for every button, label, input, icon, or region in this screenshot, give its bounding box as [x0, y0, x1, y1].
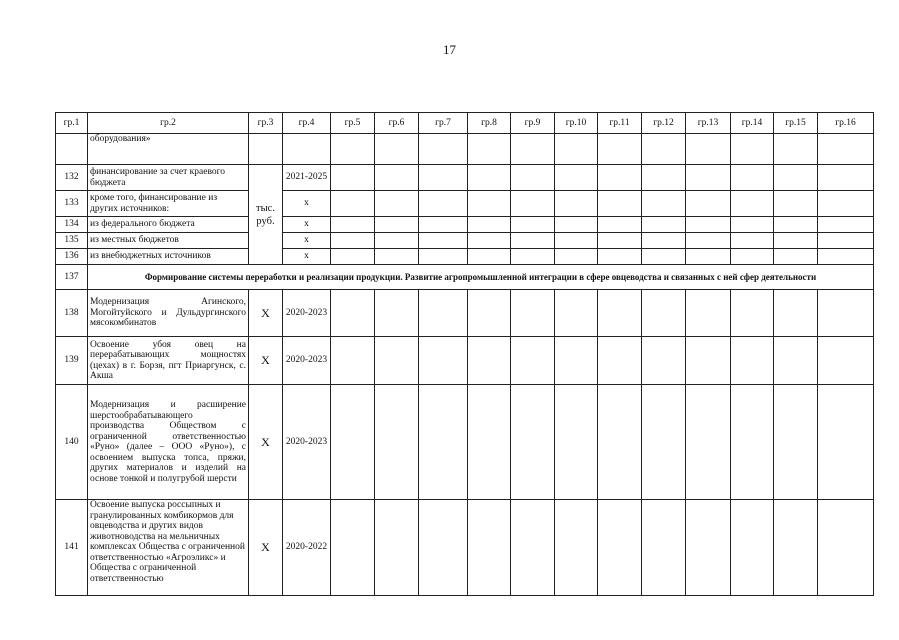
- row-unit: Х: [249, 290, 283, 337]
- budget-table: [55, 112, 874, 596]
- row-description: Модернизация Агинского, Могойтуйского и Дульдургинского мясокомбинатов: [88, 290, 249, 337]
- column-header: гр.13: [686, 113, 731, 134]
- table-row: [56, 233, 874, 249]
- row-description: из местных бюджетов: [88, 233, 249, 249]
- row-description: финансирование за счет краевого бюджета: [88, 165, 249, 191]
- row-description: оборудования»: [88, 134, 249, 165]
- row-unit: Х: [249, 337, 283, 385]
- row-description: Модернизация и расширение шерстообрабатывающего производства Обществом с ограниченной ответственностью «Руно» (далее – ООО «Руно»), с освоением выпуска топса, пряжи, других материалов и изделий на основе тонкой и полугрубой шерсти: [88, 385, 249, 500]
- row-number: 135: [56, 233, 88, 249]
- column-header: гр.2: [88, 113, 249, 134]
- row-period: 2021-2025: [283, 165, 331, 191]
- row-period: 2020-2023: [283, 385, 331, 500]
- column-header: гр.1: [56, 113, 88, 134]
- row-number: 132: [56, 165, 88, 191]
- column-header: гр.16: [818, 113, 874, 134]
- column-header: гр.6: [375, 113, 419, 134]
- table-row: [56, 191, 874, 217]
- row-description: Освоение убоя овец на перерабатывающих мощностях (цехах) в г. Борзя, пгт Приаргунск, с. Акша: [88, 337, 249, 385]
- row-period: х: [283, 249, 331, 265]
- table-row: [56, 165, 874, 191]
- row-period: х: [283, 233, 331, 249]
- row-unit: Х: [249, 500, 283, 596]
- table-row: [56, 290, 874, 337]
- row-period: х: [283, 191, 331, 217]
- row-number: 133: [56, 191, 88, 217]
- column-header: гр.10: [555, 113, 598, 134]
- row-number: 137: [56, 265, 88, 290]
- row-period: 2020-2023: [283, 290, 331, 337]
- row-unit: [249, 134, 283, 165]
- row-unit: Х: [249, 385, 283, 500]
- column-header: гр.9: [511, 113, 555, 134]
- section-row: [56, 265, 874, 290]
- column-header: гр.15: [774, 113, 818, 134]
- row-number: 141: [56, 500, 88, 596]
- row-unit: тыс. руб.: [249, 165, 283, 265]
- row-period: х: [283, 217, 331, 233]
- row-number: 139: [56, 337, 88, 385]
- table-row: [56, 217, 874, 233]
- column-header: гр.4: [283, 113, 331, 134]
- row-number: 138: [56, 290, 88, 337]
- column-header: гр.8: [468, 113, 511, 134]
- row-number: [56, 134, 88, 165]
- row-number: 140: [56, 385, 88, 500]
- row-number: 136: [56, 249, 88, 265]
- table-row: [56, 500, 874, 596]
- row-number: 134: [56, 217, 88, 233]
- table-row: [56, 134, 874, 165]
- page-number: 17: [443, 42, 456, 57]
- row-period: 2020-2023: [283, 337, 331, 385]
- row-period: 2020-2022: [283, 500, 331, 596]
- column-header: гр.11: [598, 113, 642, 134]
- column-header: гр.5: [331, 113, 375, 134]
- row-description: Освоение выпуска россыпных и гранулированных комбикормов для овцеводства и других видов животноводства на мельничных комплексах Общества с ограниченной ответственностью «Агроэликс» и Общества с ограниченной ответственностью: [88, 500, 249, 596]
- column-header: гр.7: [419, 113, 468, 134]
- column-header: гр.14: [731, 113, 774, 134]
- table-row: [56, 249, 874, 265]
- row-description: из федерального бюджета: [88, 217, 249, 233]
- row-description: кроме того, финансирование из других источников:: [88, 191, 249, 217]
- row-description: из внебюджетных источников: [88, 249, 249, 265]
- section-title: Формирование системы переработки и реализации продукции. Развитие агропромышленной интеграции в сфере овцеводства и связанных с ней сфер деятельности: [88, 265, 874, 290]
- column-header: гр.12: [642, 113, 686, 134]
- column-header: гр.3: [249, 113, 283, 134]
- table-row: [56, 385, 874, 500]
- header-row: [56, 113, 874, 134]
- table-row: [56, 337, 874, 385]
